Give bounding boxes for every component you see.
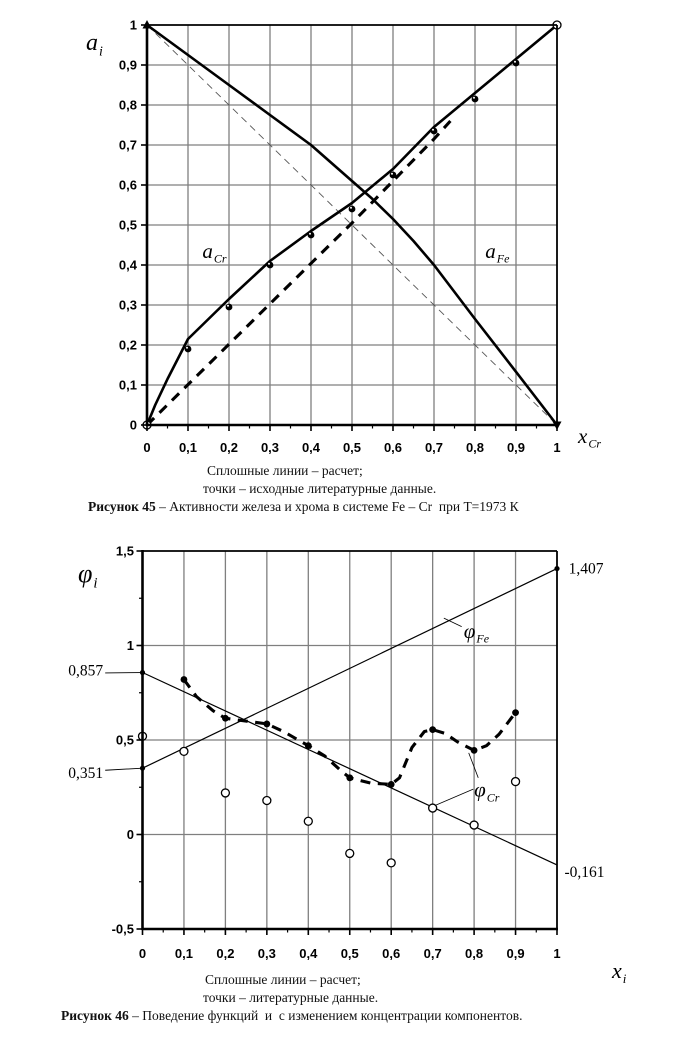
phi-cr-label-leader bbox=[435, 789, 474, 805]
data-point-filled bbox=[513, 60, 520, 67]
figure45-note-line2 bbox=[203, 481, 436, 497]
data-point-filled bbox=[346, 774, 353, 781]
figure46-note-line1 bbox=[205, 972, 361, 988]
data-point-filled bbox=[429, 726, 436, 733]
chart-activities-fe-cr bbox=[86, 18, 601, 456]
x-tick-label: 0,7 bbox=[424, 440, 444, 455]
data-point-filled bbox=[226, 304, 233, 311]
y-tick-label: 0,3 bbox=[118, 297, 137, 313]
x-tick-label: 0,3 bbox=[260, 440, 280, 455]
data-point-open bbox=[512, 778, 520, 786]
y-tick-label: 0,5 bbox=[115, 732, 134, 748]
data-point-filled bbox=[308, 232, 315, 239]
x-tick-label: 0,4 bbox=[301, 440, 321, 455]
data-point-glint bbox=[350, 207, 352, 209]
data-point-filled bbox=[388, 781, 395, 788]
figure46-caption bbox=[61, 1008, 522, 1024]
x-tick-label: 1 bbox=[553, 946, 561, 961]
data-point-glint bbox=[432, 129, 434, 131]
data-point-open bbox=[346, 849, 354, 857]
y-tick-label: 0,1 bbox=[118, 377, 137, 393]
data-point-open bbox=[180, 747, 188, 755]
data-point-glint bbox=[309, 233, 311, 235]
figure46-note-line2-text: точки – литературные данные. bbox=[203, 990, 379, 1005]
x-tick-label: 0,7 bbox=[423, 946, 442, 961]
data-point-open bbox=[470, 821, 478, 829]
x-tick-label: 0,1 bbox=[174, 946, 193, 961]
y-tick-label: 1 bbox=[129, 17, 137, 33]
data-point-filled bbox=[181, 676, 188, 683]
y-tick-label: 0 bbox=[129, 417, 137, 433]
x-tick-label: 0,1 bbox=[178, 440, 198, 455]
data-point-filled bbox=[512, 709, 519, 716]
x-tick-label: 0,6 bbox=[383, 440, 403, 455]
x-tick-label: 0,8 bbox=[465, 440, 485, 455]
chart-phi-functions-tick-labels bbox=[112, 544, 561, 962]
y-tick-label: 1 bbox=[126, 638, 134, 653]
data-point-glint bbox=[186, 347, 188, 349]
data-point-open bbox=[304, 817, 312, 825]
data-point-filled bbox=[267, 262, 274, 269]
data-point-glint bbox=[473, 97, 475, 99]
x-tick-label: 0,8 bbox=[465, 946, 484, 961]
chart-phi-functions-ticks bbox=[137, 551, 558, 935]
y-tick-label: 0,6 bbox=[118, 177, 137, 193]
data-point-filled bbox=[471, 747, 478, 754]
value-m0161: -0,161 bbox=[564, 864, 605, 882]
data-point-glint bbox=[391, 173, 393, 175]
data-point-filled bbox=[390, 172, 397, 179]
x-tick-label: 0,2 bbox=[216, 946, 235, 961]
y-tick-label: 0 bbox=[126, 827, 134, 842]
a-cr-ideal-dashed bbox=[147, 121, 450, 425]
figure45-caption-number: Рисунок 45 bbox=[88, 499, 156, 514]
figure46-caption-text: – Поведение функций и с изменением концентрации компонентов. bbox=[128, 1008, 523, 1023]
data-point-open bbox=[221, 789, 229, 797]
data-point-glint bbox=[514, 61, 516, 63]
data-point-glint bbox=[227, 305, 229, 307]
y-tick-label: 0,2 bbox=[118, 337, 137, 353]
value-0857: 0,857 bbox=[68, 662, 104, 680]
y-tick-label: 1,5 bbox=[115, 543, 134, 559]
figure46-caption-number: Рисунок 46 bbox=[61, 1008, 129, 1023]
a-cr-ideal-dashed-line bbox=[147, 121, 450, 425]
data-point-filled bbox=[472, 96, 479, 103]
value-0351: 0,351 bbox=[68, 764, 104, 782]
x-tick-label: 0,3 bbox=[257, 946, 276, 961]
x-tick-label: 0,9 bbox=[506, 946, 525, 961]
data-point-glint bbox=[268, 263, 270, 265]
figure45-caption bbox=[88, 499, 519, 515]
data-point-filled bbox=[349, 206, 356, 213]
y-tick-label: 0,4 bbox=[118, 257, 137, 273]
x-tick-label: 0,5 bbox=[342, 440, 362, 455]
a-cr-label: $a_{Cr}$ bbox=[202, 239, 227, 266]
data-point-filled bbox=[305, 742, 312, 749]
data-point-filled bbox=[431, 128, 438, 135]
phi-fe-label: $\varphi_{Fe}$ bbox=[463, 618, 490, 646]
figure46-note-line2 bbox=[203, 990, 378, 1006]
value-1407: 1,407 bbox=[568, 560, 604, 578]
phi-cr-literature-points bbox=[139, 732, 520, 867]
figure45-note-line1 bbox=[207, 463, 363, 479]
chart-phi-functions-x-axis-title: $x_i$ bbox=[612, 958, 627, 986]
phi-cr-label: $\varphi_{Cr}$ bbox=[474, 777, 500, 805]
chart-phi-functions-y-axis-title: $\varphi_i$ bbox=[78, 559, 98, 592]
value-0351-leader bbox=[105, 768, 142, 770]
data-point-filled bbox=[263, 721, 270, 728]
data-point-open bbox=[263, 796, 271, 804]
x-tick-label: 0,9 bbox=[506, 440, 526, 455]
chart-activities-fe-cr-y-axis-title: $a_i$ bbox=[86, 30, 103, 60]
data-point-filled bbox=[185, 346, 192, 353]
x-tick-label: 0 bbox=[143, 440, 151, 455]
chart-phi-functions bbox=[68, 544, 627, 986]
figure45-caption-text: – Активности железа и хрома в системе Fe – Cr при T=1973 К bbox=[155, 499, 519, 514]
y-tick-label: 0,7 bbox=[118, 137, 137, 153]
y-tick-label: -0,5 bbox=[111, 921, 134, 937]
x-tick-label: 0 bbox=[138, 946, 147, 961]
a-fe-label: $a_{Fe}$ bbox=[485, 239, 510, 266]
y-tick-label: 0,9 bbox=[118, 57, 137, 73]
data-point-open bbox=[387, 859, 395, 867]
y-tick-label: 0,8 bbox=[118, 97, 137, 113]
phi-cr-line bbox=[140, 670, 557, 865]
data-point-filled bbox=[222, 715, 229, 722]
figure45-note-line2-text: точки – исходные литературные данные. bbox=[203, 481, 437, 496]
chart-activities-fe-cr-x-axis-title: $x_{Cr}$ bbox=[578, 424, 602, 451]
x-tick-label: 0,5 bbox=[340, 946, 359, 961]
x-tick-label: 0,6 bbox=[382, 946, 401, 961]
x-tick-label: 0,2 bbox=[219, 440, 239, 455]
x-tick-label: 1 bbox=[553, 440, 561, 455]
chart-phi-functions-grid bbox=[143, 551, 558, 929]
x-tick-label: 0,4 bbox=[299, 946, 318, 961]
figure46-note-line1-text: Сплошные линии – расчет; bbox=[205, 972, 361, 987]
figure45-note-line1-text: Сплошные линии – расчет; bbox=[207, 463, 363, 478]
y-tick-label: 0,5 bbox=[118, 217, 137, 233]
